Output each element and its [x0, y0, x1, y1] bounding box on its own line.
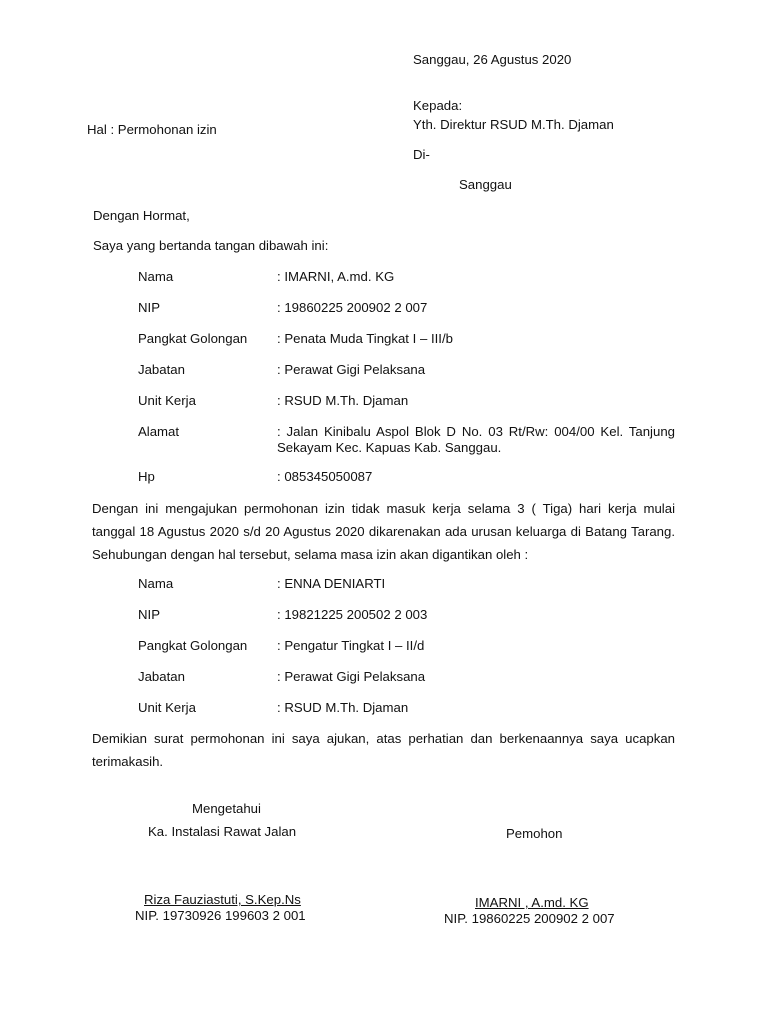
signature-right-name: IMARNI , A.md. KG [475, 895, 589, 910]
place-date: Sanggau, 26 Agustus 2020 [413, 52, 572, 67]
recipient: Yth. Direktur RSUD M.Th. Djaman [413, 117, 614, 132]
address-value: : Jalan Kinibalu Aspol Blok D No. 03 Rt/Rw: 004/00 Kel. Tanjung Sekayam Kec. Kapuas Kab. Sanggau. [277, 424, 675, 455]
greeting: Dengan Hormat, [93, 208, 190, 223]
field-label: Unit Kerja [138, 700, 196, 715]
field-label: Jabatan [138, 362, 185, 377]
field-label: Alamat [138, 424, 180, 439]
field-label: Pangkat Golongan [138, 331, 248, 346]
field-value: : Perawat Gigi Pelaksana [277, 669, 426, 684]
field-value: : 085345050087 [277, 469, 373, 484]
applicant-row [0, 269, 768, 287]
signature-left-name: Riza Fauziastuti, S.Kep.Ns [144, 892, 301, 907]
field-label: Pangkat Golongan [138, 638, 248, 653]
recipient-city: Sanggau [459, 177, 512, 192]
applicant-row [0, 300, 768, 318]
applicant-row [0, 424, 768, 460]
di-label: Di- [413, 147, 430, 162]
field-label: Nama [138, 269, 174, 284]
kepada-label: Kepada: [413, 98, 463, 113]
request-paragraph: Dengan ini mengajukan permohonan izin tidak masuk kerja selama 3 ( Tiga) hari kerja mulai tanggal 18 Agustus 2020 s/d 20 Agustus 2020 dikarenakan ada urusan keluarga di Batang Tarang. Sehubungan dengan hal tersebut, selama masa izin akan digantikan oleh : [92, 501, 675, 562]
field-value: : 19860225 200902 2 007 [277, 300, 428, 315]
replacement-row [0, 638, 768, 656]
field-label: Jabatan [138, 669, 185, 684]
field-label: Hp [138, 469, 155, 484]
field-value: : RSUD M.Th. Djaman [277, 393, 409, 408]
field-value: : ENNA DENIARTI [277, 576, 386, 591]
intro-text: Saya yang bertanda tangan dibawah ini: [93, 238, 329, 253]
field-value: : 19821225 200502 2 003 [277, 607, 428, 622]
field-value: : Perawat Gigi Pelaksana [277, 362, 426, 377]
replacement-row [0, 607, 768, 625]
field-value: : RSUD M.Th. Djaman [277, 700, 409, 715]
field-value: : Pengatur Tingkat I – II/d [277, 638, 425, 653]
signature-left-position: Ka. Instalasi Rawat Jalan [148, 824, 297, 839]
field-label: NIP [138, 607, 160, 622]
applicant-row [0, 331, 768, 349]
field-label: Unit Kerja [138, 393, 196, 408]
subject: Hal : Permohonan izin [87, 122, 217, 137]
replacement-row [0, 700, 768, 718]
replacement-row [0, 576, 768, 594]
field-label: Nama [138, 576, 174, 591]
signature-left-heading: Mengetahui [192, 801, 261, 816]
signature-right-nip: NIP. 19860225 200902 2 007 [444, 911, 615, 926]
signature-left-nip: NIP. 19730926 199603 2 001 [135, 908, 306, 923]
field-value: : Penata Muda Tingkat I – III/b [277, 331, 453, 346]
applicant-row [0, 393, 768, 411]
applicant-row [0, 362, 768, 380]
replacement-row [0, 669, 768, 687]
field-label: NIP [138, 300, 160, 315]
applicant-row [0, 469, 768, 487]
field-value: : IMARNI, A.md. KG [277, 269, 395, 284]
closing-paragraph: Demikian surat permohonan ini saya ajukan, atas perhatian dan berkenaannya saya ucapkan terimakasih. [92, 731, 675, 769]
signature-right-title: Pemohon [506, 826, 563, 841]
